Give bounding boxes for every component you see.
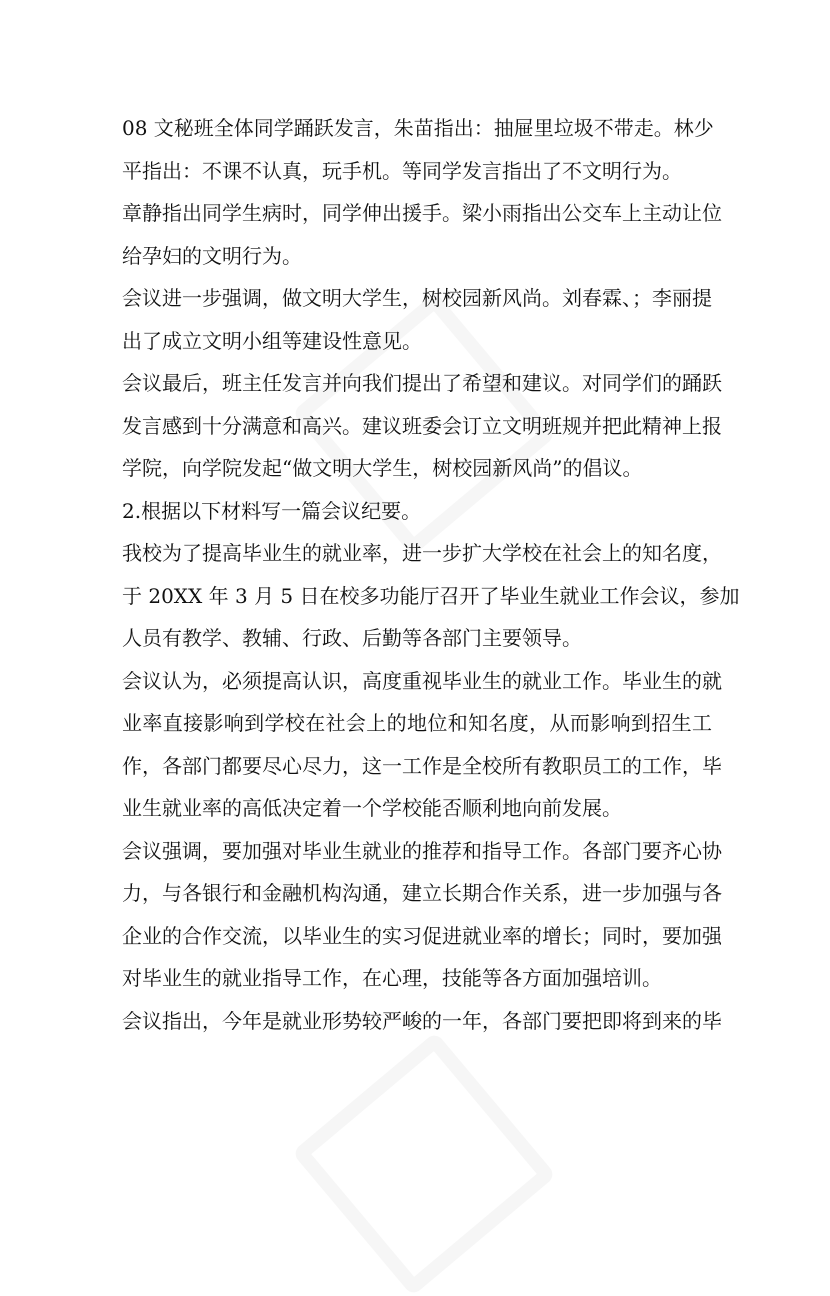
text-line: 给孕妇的文明行为。 (122, 243, 302, 268)
text-line: 业率直接影响到学校在社会上的地位和知名度，从而影响到招生工 (122, 711, 712, 735)
text-line: 2.根据以下材料写一篇会议纪要。 (122, 498, 422, 523)
text-line: 会议强调，要加强对毕业生就业的推荐和指导工作。各部门要齐心协 (122, 838, 722, 863)
paragraph (122, 490, 712, 533)
text-line: 出了成立文明小组等建设性意见。 (122, 328, 422, 353)
text-line: 平指出：不课不认真，玩手机。等同学发言指出了不文明行为。 (122, 158, 682, 183)
text-line: 人员有教学、教辅、行政、后勤等各部门主要领导。 (122, 626, 582, 650)
text-line: 发言感到十分满意和高兴。建议班委会订立文明班规并把此精神上报 (122, 413, 722, 438)
paragraph (122, 532, 740, 660)
watermark (292, 1032, 557, 1296)
text-line: 我校为了提高毕业生的就业率，进一步扩大学校在社会上的知名度， (122, 541, 722, 565)
text-line: 业生就业率的高低决定着一个学校能否顺利地向前发展。 (122, 796, 622, 820)
text-line: 会议最后，班主任发言并向我们提出了希望和建议。对同学们的踊跃 (122, 371, 722, 395)
paragraph (122, 1000, 722, 1043)
paragraph (122, 660, 722, 830)
text-line: 08 文秘班全体同学踊跃发言，朱苗指出：抽屉里垃圾不带走。林少 (122, 116, 714, 140)
text-line: 会议指出，今年是就业形势较严峻的一年，各部门要把即将到来的毕 (122, 1008, 722, 1033)
text-line: 会议进一步强调，做文明大学生，树校园新风尚。刘春霖、；李丽提 (122, 286, 712, 310)
text-line: 学院，向学院发起“做文明大学生，树校园新风尚”的倡议。 (122, 456, 643, 480)
paragraph (122, 277, 712, 362)
text-line: 力，与各银行和金融机构沟通，建立长期合作关系，进一步加强与各 (122, 881, 722, 905)
document-body (122, 107, 740, 1042)
paragraph (122, 362, 722, 490)
text-line: 对毕业生的就业指导工作，在心理，技能等各方面加强培训。 (122, 966, 662, 990)
text-line: 企业的合作交流，以毕业生的实习促进就业率的增长；同时，要加强 (122, 923, 722, 948)
paragraph (122, 107, 712, 192)
text-line: 会议认为，必须提高认识，高度重视毕业生的就业工作。毕业生的就 (122, 668, 722, 693)
text-line: 于 20XX 年 3 月 5 日在校多功能厅召开了毕业生就业工作会议，参加 (122, 583, 740, 608)
text-line: 作，各部门都要尽心尽力，这一工作是全校所有教职员工的工作，毕 (122, 753, 722, 778)
text-line: 章静指出同学生病时，同学伸出援手。梁小雨指出公交车上主动让位 (122, 201, 722, 225)
paragraph (122, 830, 722, 1000)
paragraph (122, 192, 722, 277)
